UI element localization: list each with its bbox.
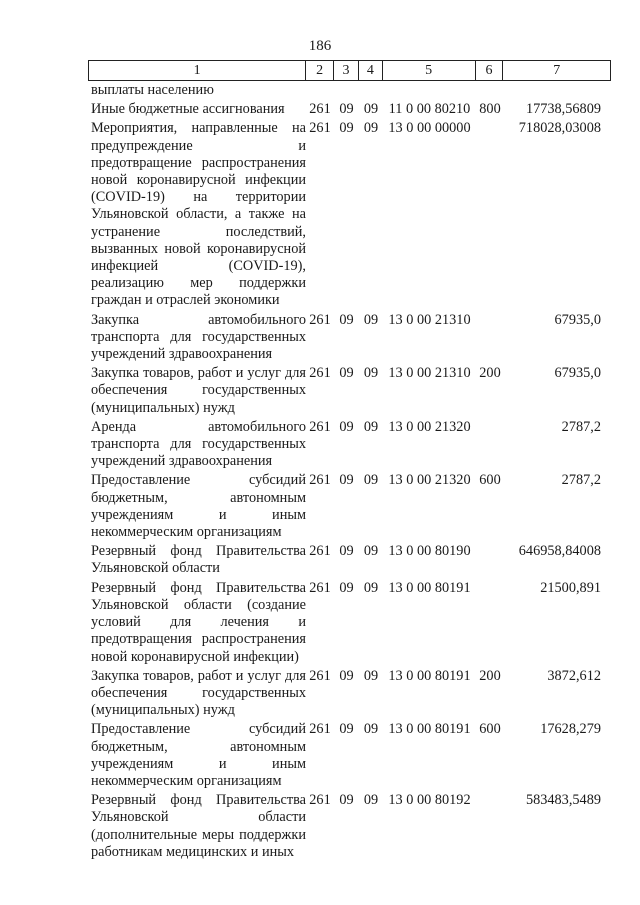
table-row <box>88 82 611 99</box>
row-code-3: 09 <box>339 667 354 684</box>
row-amount: 3872,612 <box>547 667 601 684</box>
page-number: 186 <box>308 38 332 54</box>
row-name: Резервный фонд Правительства Ульяновской области (дополнительные меры поддержки работникам медицинских и иных <box>91 792 306 860</box>
row-code-6: 200 <box>479 667 501 684</box>
column-header: 6 <box>476 61 504 80</box>
row-code-4 <box>359 82 383 99</box>
row-code-5: 13 0 00 21310 <box>388 365 471 382</box>
row-code-2: 261 <box>309 721 331 738</box>
row-code-5: 13 0 00 80191 <box>388 721 471 738</box>
row-name: Иные бюджетные ассигнования <box>91 101 285 118</box>
row-code-3: 09 <box>339 472 354 489</box>
row-code-2: 261 <box>309 667 331 684</box>
row-name: Резервный фонд Правительства Ульяновской области (создание условий для лечения и предотвращения распространения новой коронавирусной инфекции) <box>91 579 306 665</box>
table-row <box>88 365 611 417</box>
column-header: 7 <box>553 63 561 78</box>
row-code-6: 800 <box>479 101 501 118</box>
row-code-6 <box>476 419 504 471</box>
row-code-5: 13 0 00 80191 <box>388 667 471 684</box>
row-code-4: 09 <box>363 311 379 328</box>
row-amount: 718028,03008 <box>518 120 601 137</box>
row-code-2: 261 <box>309 543 331 560</box>
row-code-6: 200 <box>479 365 501 382</box>
column-header: 3 <box>334 61 359 80</box>
column-header: 2 <box>306 61 334 80</box>
column-header: 4 <box>359 61 383 80</box>
row-code-5: 13 0 00 80192 <box>388 792 471 809</box>
row-code-3: 09 <box>339 792 354 809</box>
row-name: выплаты населению <box>91 82 214 98</box>
row-code-2: 261 <box>309 418 331 435</box>
row-code-5: 13 0 00 80191 <box>388 579 471 596</box>
row-code-2: 261 <box>309 792 331 809</box>
row-code-4: 09 <box>363 792 379 809</box>
row-code-4: 09 <box>363 101 379 118</box>
row-name: Закупка товаров, работ и услуг для обеспечения государственных (муниципальных) нужд <box>91 667 306 719</box>
table-row <box>88 312 611 364</box>
row-amount: 21500,891 <box>540 579 601 596</box>
row-code-2: 261 <box>309 120 331 137</box>
row-code-5: 13 0 00 80190 <box>388 543 471 560</box>
row-code-3 <box>334 82 359 99</box>
row-code-6: 600 <box>479 472 501 489</box>
row-code-3: 09 <box>339 543 354 560</box>
row-code-5 <box>383 82 476 99</box>
row-code-3: 09 <box>339 418 354 435</box>
row-code-3: 09 <box>339 120 354 137</box>
row-code-4: 09 <box>363 543 379 560</box>
row-code-5: 13 0 00 00000 <box>388 120 471 137</box>
table-row <box>88 668 611 720</box>
row-name: Закупка автомобильного транспорта для государственных учреждений здравоохранения <box>91 311 306 363</box>
row-code-2: 261 <box>309 579 331 596</box>
row-code-5: 13 0 00 21310 <box>388 311 471 328</box>
row-code-4: 09 <box>363 365 379 382</box>
table-row <box>88 472 611 541</box>
table-header-row <box>88 60 611 81</box>
table-row <box>88 580 611 666</box>
row-gap <box>88 861 611 863</box>
row-name: Резервный фонд Правительства Ульяновской области <box>91 543 306 577</box>
table-row <box>88 792 611 861</box>
row-code-6 <box>476 312 504 364</box>
row-code-3: 09 <box>339 311 354 328</box>
row-code-6 <box>476 120 504 309</box>
table-row <box>88 120 611 309</box>
column-header: 1 <box>89 61 306 80</box>
row-code-4: 09 <box>363 472 379 489</box>
row-amount: 67935,0 <box>554 311 601 328</box>
row-code-4: 09 <box>363 579 379 596</box>
row-name: Предоставление субсидий бюджетным, автономным учреждениям и иным некоммерческим организациям <box>91 472 306 541</box>
row-code-6 <box>476 82 504 99</box>
row-code-6 <box>476 792 504 861</box>
row-code-2 <box>306 82 334 99</box>
row-code-2: 261 <box>309 101 331 118</box>
row-code-5: 13 0 00 21320 <box>388 472 471 489</box>
table-row <box>88 101 611 118</box>
row-code-4: 09 <box>363 120 379 137</box>
row-amount: 17738,56809 <box>525 101 601 118</box>
row-code-4: 09 <box>363 418 379 435</box>
row-code-4: 09 <box>363 667 379 684</box>
row-name: Аренда автомобильного транспорта для государственных учреждений здравоохранения <box>91 418 306 470</box>
row-code-3: 09 <box>339 101 354 118</box>
row-code-2: 261 <box>309 365 331 382</box>
row-amount: 67935,0 <box>554 365 601 382</box>
row-amount: 17628,279 <box>540 721 601 738</box>
row-code-3: 09 <box>339 365 354 382</box>
row-name: Закупка товаров, работ и услуг для обеспечения государственных (муниципальных) нужд <box>91 365 306 416</box>
table-row <box>88 419 611 471</box>
row-code-5: 13 0 00 21320 <box>388 418 471 435</box>
budget-table <box>88 82 611 863</box>
row-code-4: 09 <box>363 721 379 738</box>
table-row <box>88 721 611 790</box>
row-code-5: 11 0 00 80210 <box>388 101 471 118</box>
row-code-3: 09 <box>339 579 354 596</box>
column-header: 5 <box>383 61 476 80</box>
row-code-3: 09 <box>339 721 354 738</box>
row-code-6 <box>476 580 504 666</box>
row-code-6: 600 <box>479 721 501 738</box>
row-amount <box>504 82 611 99</box>
row-name: Предоставление субсидий бюджетным, автономным учреждениям и иным некоммерческим организациям <box>91 721 306 789</box>
row-amount: 2787,2 <box>561 472 601 489</box>
row-code-2: 261 <box>309 311 331 328</box>
row-code-2: 261 <box>309 472 331 489</box>
table-row <box>88 543 611 577</box>
row-amount: 2787,2 <box>561 418 601 435</box>
row-code-6 <box>476 543 504 577</box>
row-amount: 583483,5489 <box>525 792 601 809</box>
row-amount: 646958,84008 <box>518 543 601 560</box>
row-name: Мероприятия, направленные на предупреждение и предотвращение распространения новой коронавирусной инфекции (COVID-19) на территории Ульяновской области, а также на устранение последствий, вызванных новой коронавирусной инфекцией (COVID-19), реализацию мер поддержки граждан и отраслей экономики <box>91 120 306 309</box>
